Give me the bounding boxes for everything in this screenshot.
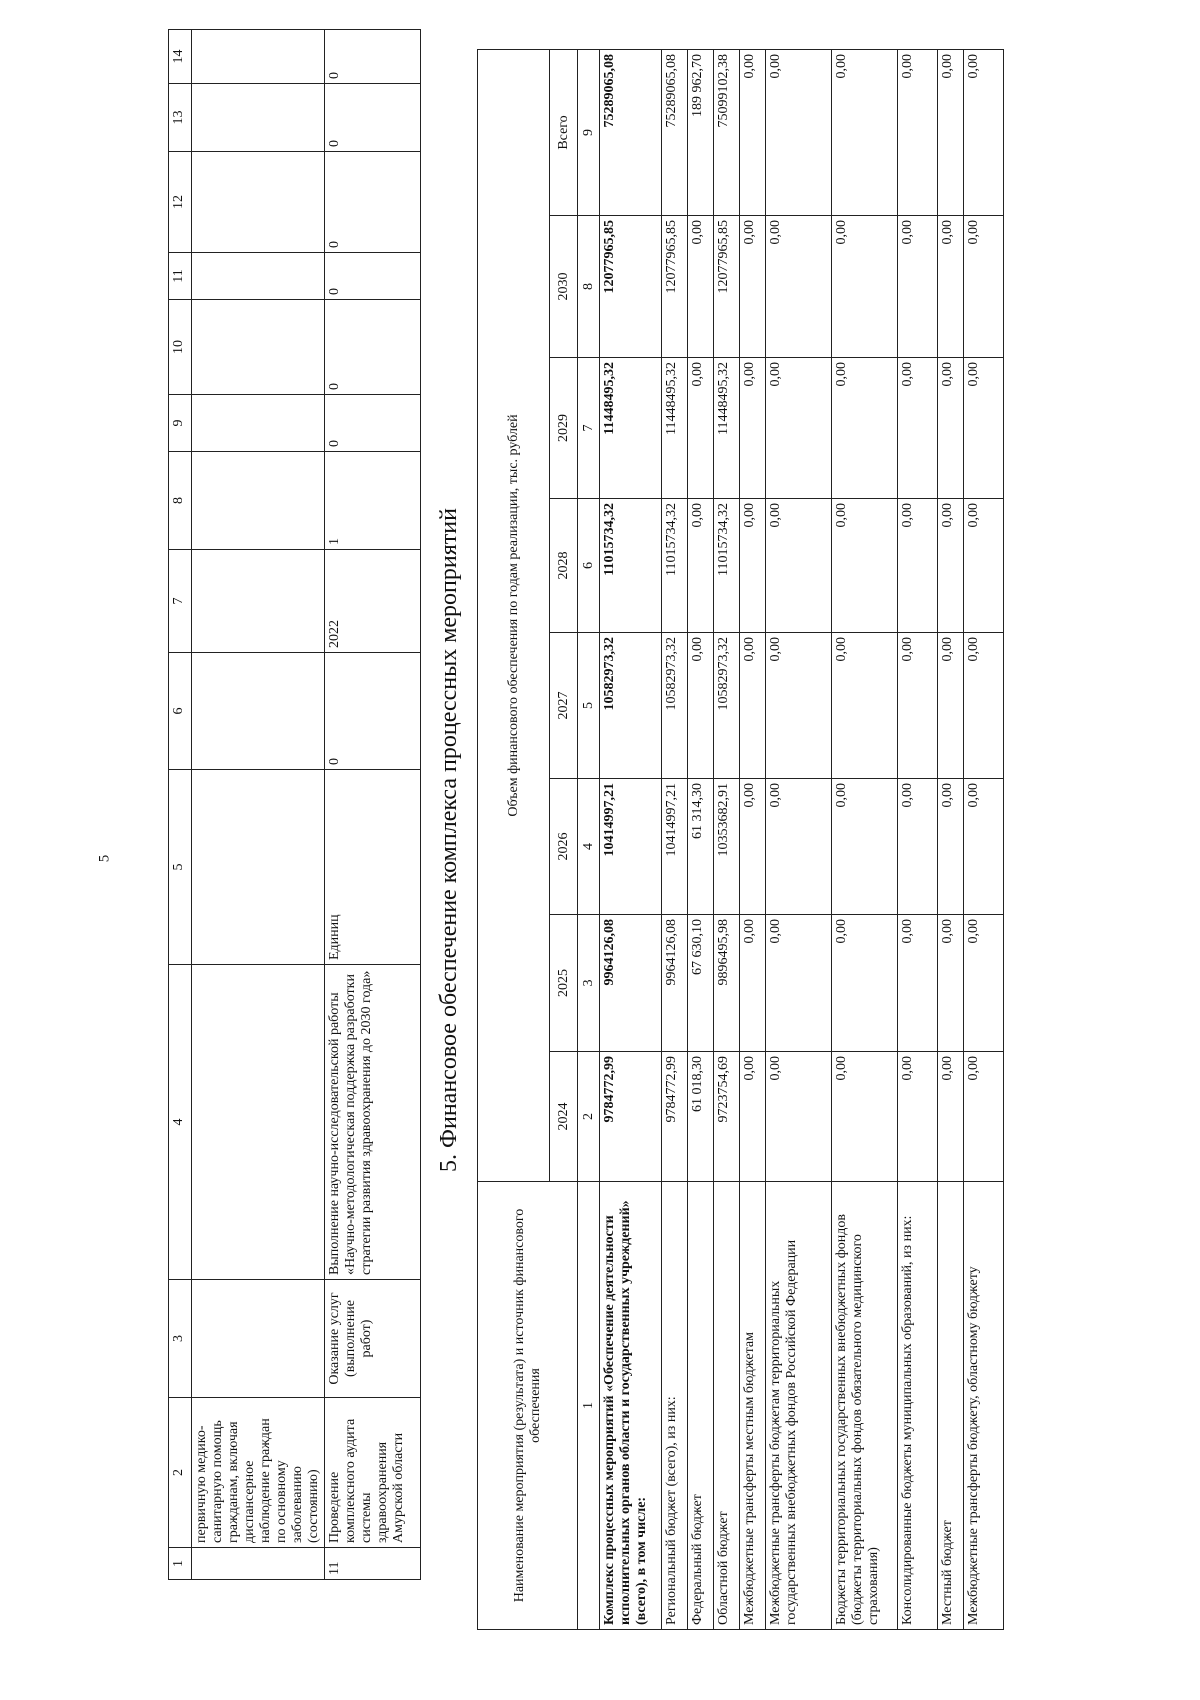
header-row xyxy=(478,49,550,1629)
value-cell: 0,00 xyxy=(832,1052,898,1182)
value-cell xyxy=(192,152,325,253)
table-row xyxy=(964,49,1004,1629)
table-row xyxy=(714,49,740,1629)
table-row xyxy=(740,49,766,1629)
table-row xyxy=(688,49,714,1629)
source-name: Региональный бюджет (всего), из них: xyxy=(662,1182,688,1630)
value-cell: 0 xyxy=(325,30,421,84)
measure-name: Проведение комплексного аудита системы здравоохранения Амурской области xyxy=(325,1398,421,1548)
value-cell: 0 xyxy=(325,253,421,300)
table-row xyxy=(766,49,832,1629)
column-number: 5 xyxy=(169,770,192,965)
value-cell: 0,00 xyxy=(688,216,714,358)
value-cell: 0,00 xyxy=(766,915,832,1052)
value-cell: 11015734,32 xyxy=(714,499,740,633)
value-cell: 0,00 xyxy=(898,915,938,1052)
value-cell: 0,00 xyxy=(740,915,766,1052)
value-cell: 0,00 xyxy=(832,915,898,1052)
year-header: 2026 xyxy=(550,779,578,915)
measures-table-continuation xyxy=(168,29,421,1580)
value-cell xyxy=(192,253,325,300)
value-cell: 9964126,08 xyxy=(600,915,662,1052)
total-cell: 0,00 xyxy=(938,49,964,215)
value-cell: 9784772,99 xyxy=(600,1052,662,1182)
value-cell: 12077965,85 xyxy=(662,216,688,358)
value-cell: 0,00 xyxy=(964,779,1004,915)
value-cell: 61 314,30 xyxy=(688,779,714,915)
source-name: Местный бюджет xyxy=(938,1182,964,1630)
year-header: 2027 xyxy=(550,633,578,779)
value-cell: 0,00 xyxy=(740,499,766,633)
value-cell: 0,00 xyxy=(964,1052,1004,1182)
total-cell: 0,00 xyxy=(964,49,1004,215)
value-cell: 0,00 xyxy=(938,915,964,1052)
value-cell: 10582973,32 xyxy=(714,633,740,779)
column-number: 13 xyxy=(169,84,192,152)
value-cell: 0,00 xyxy=(938,216,964,358)
year-header: 2029 xyxy=(550,358,578,499)
value-cell: 0,00 xyxy=(938,633,964,779)
total-cell: 0,00 xyxy=(898,49,938,215)
total-header: Всего xyxy=(550,49,578,215)
value-cell xyxy=(192,300,325,395)
value-cell: 0,00 xyxy=(688,499,714,633)
value-cell: 1 xyxy=(325,452,421,550)
value-cell: 0,00 xyxy=(898,779,938,915)
value-cell xyxy=(192,452,325,550)
value-cell xyxy=(192,30,325,84)
base-value: 0 xyxy=(325,653,421,770)
column-number: 11 xyxy=(169,253,192,300)
value-cell: 0 xyxy=(325,300,421,395)
value-cell: 10414997,21 xyxy=(600,779,662,915)
value-cell: 0,00 xyxy=(964,633,1004,779)
column-number: 10 xyxy=(169,300,192,395)
value-cell: 0,00 xyxy=(740,358,766,499)
value-cell: 0,00 xyxy=(740,633,766,779)
value-cell: 10353682,91 xyxy=(714,779,740,915)
total-cell: 189 962,70 xyxy=(688,49,714,215)
measure-description: Выполнение научно-исследовательской работы «Научно-методологическая поддержка разработки стратегии развития здравоохранения до 2030 года» xyxy=(325,965,421,1280)
total-cell: 0,00 xyxy=(740,49,766,215)
column-number-row xyxy=(578,49,600,1629)
source-name: Областной бюджет xyxy=(714,1182,740,1630)
value-cell: 0,00 xyxy=(740,216,766,358)
column-number: 7 xyxy=(169,550,192,653)
value-cell: 0,00 xyxy=(964,915,1004,1052)
page-number: 5 xyxy=(96,854,113,863)
value-cell: 0,00 xyxy=(898,499,938,633)
value-cell: 0,00 xyxy=(898,216,938,358)
row-number xyxy=(192,1548,325,1580)
column-number: 3 xyxy=(578,915,600,1052)
total-cell: 75289065,08 xyxy=(600,49,662,215)
total-cell: 75099102,38 xyxy=(714,49,740,215)
value-cell: 0,00 xyxy=(740,1052,766,1182)
value-cell: 0,00 xyxy=(898,633,938,779)
table-row xyxy=(325,30,421,1580)
value-cell: 9784772,99 xyxy=(662,1052,688,1182)
value-cell: 0,00 xyxy=(766,358,832,499)
total-cell: 0,00 xyxy=(766,49,832,215)
value-cell xyxy=(192,84,325,152)
measure-description xyxy=(192,965,325,1280)
column-number: 6 xyxy=(169,653,192,770)
value-cell: 12077965,85 xyxy=(714,216,740,358)
table-row xyxy=(898,49,938,1629)
value-cell: 11448495,32 xyxy=(600,358,662,499)
measure-name: первичную медико-санитарную помощь гражданам, включая диспансерное наблюдение граждан по основному заболеванию (состоянию) xyxy=(192,1398,325,1548)
column-number: 8 xyxy=(578,216,600,358)
value-cell: 9964126,08 xyxy=(662,915,688,1052)
row-number: 11 xyxy=(325,1548,421,1580)
value-cell: 0,00 xyxy=(766,499,832,633)
value-cell: 10582973,32 xyxy=(662,633,688,779)
table-row xyxy=(662,49,688,1629)
column-number: 6 xyxy=(578,499,600,633)
column-number: 8 xyxy=(169,452,192,550)
source-name: Федеральный бюджет xyxy=(688,1182,714,1630)
column-number: 2 xyxy=(169,1398,192,1548)
column-number: 12 xyxy=(169,152,192,253)
value-cell: 0,00 xyxy=(964,358,1004,499)
base-year xyxy=(192,550,325,653)
value-cell: 0,00 xyxy=(740,779,766,915)
value-cell: 0,00 xyxy=(832,499,898,633)
value-cell: 0,00 xyxy=(766,779,832,915)
source-name: Межбюджетные трансферты бюджетам территориальных государственных внебюджетных фондов Российской Федерации xyxy=(766,1182,832,1630)
value-cell: 0 xyxy=(325,152,421,253)
column-number: 7 xyxy=(578,358,600,499)
column-number: 3 xyxy=(169,1280,192,1398)
value-cell: 0,00 xyxy=(898,358,938,499)
total-cell: 0,00 xyxy=(832,49,898,215)
total-cell: 75289065,08 xyxy=(662,49,688,215)
value-cell: 0,00 xyxy=(832,358,898,499)
value-cell: 11448495,32 xyxy=(714,358,740,499)
value-cell: 0,00 xyxy=(832,633,898,779)
source-name: Консолидированные бюджеты муниципальных образований, из них: xyxy=(898,1182,938,1630)
value-cell: 0,00 xyxy=(832,779,898,915)
value-cell: 0,00 xyxy=(938,358,964,499)
value-cell: 0,00 xyxy=(964,499,1004,633)
value-cell: 9896495,98 xyxy=(714,915,740,1052)
value-cell: 0,00 xyxy=(688,633,714,779)
table-row xyxy=(832,49,898,1629)
column-number: 4 xyxy=(578,779,600,915)
year-header: 2028 xyxy=(550,499,578,633)
year-header: 2030 xyxy=(550,216,578,358)
unit: Единиц xyxy=(325,770,421,965)
header-volume: Объем финансового обеспечения по годам реализации, тыс. рублей xyxy=(478,49,550,1181)
year-header: 2025 xyxy=(550,915,578,1052)
value-cell: 0,00 xyxy=(964,216,1004,358)
financing-rows xyxy=(600,49,1004,1629)
value-cell: 9723754,69 xyxy=(714,1052,740,1182)
value-cell: 0 xyxy=(325,395,421,452)
column-number: 5 xyxy=(578,633,600,779)
column-number: 4 xyxy=(169,965,192,1280)
header-name-source: Наименование мероприятия (результата) и источник финансового обеспечения xyxy=(478,1182,578,1630)
value-cell: 0,00 xyxy=(938,499,964,633)
value-cell: 0,00 xyxy=(938,779,964,915)
value-cell: 67 630,10 xyxy=(688,915,714,1052)
measure-type: Оказание услуг (выполнение работ) xyxy=(325,1280,421,1398)
table-row xyxy=(938,49,964,1629)
column-number: 14 xyxy=(169,30,192,84)
value-cell: 0,00 xyxy=(766,216,832,358)
value-cell: 0,00 xyxy=(766,633,832,779)
section-heading: 5. Финансовое обеспечение комплекса процессных мероприятий xyxy=(436,508,462,1172)
value-cell: 0 xyxy=(325,84,421,152)
value-cell: 11448495,32 xyxy=(662,358,688,499)
source-name: Комплекс процессных мероприятий «Обеспечение деятельности исполнительных органов области и государственных учреждений» (всего), в том числе: xyxy=(600,1182,662,1630)
unit xyxy=(192,770,325,965)
column-number: 1 xyxy=(169,1548,192,1580)
value-cell: 11015734,32 xyxy=(600,499,662,633)
value-cell: 0,00 xyxy=(688,358,714,499)
column-number: 9 xyxy=(578,49,600,215)
year-header: 2024 xyxy=(550,1052,578,1182)
landscape-page xyxy=(50,40,1150,1640)
value-cell: 0,00 xyxy=(832,216,898,358)
column-number-row xyxy=(169,30,192,1580)
base-year: 2022 xyxy=(325,550,421,653)
value-cell: 12077965,85 xyxy=(600,216,662,358)
financing-table xyxy=(477,49,1004,1630)
measure-type xyxy=(192,1280,325,1398)
value-cell: 0,00 xyxy=(766,1052,832,1182)
base-value xyxy=(192,653,325,770)
value-cell: 11015734,32 xyxy=(662,499,688,633)
column-number: 9 xyxy=(169,395,192,452)
value-cell: 10582973,32 xyxy=(600,633,662,779)
value-cell xyxy=(192,395,325,452)
source-name: Межбюджетные трансферты местным бюджетам xyxy=(740,1182,766,1630)
value-cell: 0,00 xyxy=(938,1052,964,1182)
column-number: 1 xyxy=(578,1182,600,1630)
value-cell: 10414997,21 xyxy=(662,779,688,915)
column-number: 2 xyxy=(578,1052,600,1182)
source-name: Межбюджетные трансферты бюджету, областному бюджету xyxy=(964,1182,1004,1630)
value-cell: 0,00 xyxy=(898,1052,938,1182)
table-row xyxy=(600,49,662,1629)
source-name: Бюджеты территориальных государственных внебюджетных фондов (бюджеты территориальных фондов обязательного медицинского страхования) xyxy=(832,1182,898,1630)
value-cell: 61 018,30 xyxy=(688,1052,714,1182)
table-row xyxy=(192,30,325,1580)
